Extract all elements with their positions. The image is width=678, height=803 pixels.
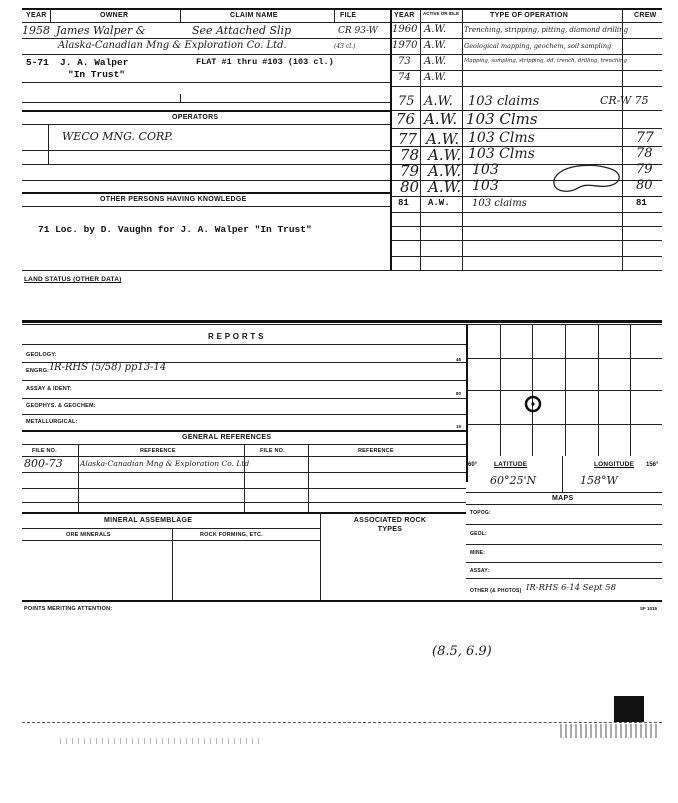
owner-row-3-owner: J. A. Walper [60, 57, 129, 68]
activity-10-crew: 80 [636, 178, 653, 193]
activity-7-status: A.W. [426, 130, 460, 148]
activity-10-operation: 103 [472, 178, 499, 194]
scan-noise-left [60, 738, 260, 744]
owner-row-2-owner: Alaska-Canadian Mng & Exploration Co. Ltd. [58, 40, 287, 51]
owner-row-2-claim: (43 cl.) [334, 43, 356, 50]
header-year: YEAR [26, 12, 47, 19]
activity-9-status: A.W. [428, 162, 462, 180]
activity-8-operation: 103 Clms [468, 146, 535, 162]
owner-row-4-owner: "In Trust" [68, 69, 126, 80]
activity-8-status: A.W. [428, 146, 462, 164]
owner-row-1-claim: See Attached Slip [192, 24, 292, 37]
lat-deg: 60° [468, 462, 478, 468]
activity-4-year: 74 [398, 72, 411, 83]
activity-5-operation: 103 claims [468, 94, 540, 109]
col-file-no-2: FILE NO. [260, 448, 285, 454]
activity-10-status: A.W. [428, 178, 462, 196]
general-refs-title: GENERAL REFERENCES [182, 434, 272, 441]
activity-1-year: 1960 [392, 24, 418, 35]
activity-9-year: 79 [400, 162, 420, 180]
land-status-label: LAND STATUS (OTHER DATA) [24, 276, 122, 283]
ref-entry-file: 800-73 [24, 457, 63, 470]
scan-black-mark [614, 696, 644, 722]
activity-3-status: A.W. [424, 56, 447, 67]
topog-label: TOPOG: [470, 510, 491, 516]
activity-1-status: A.W. [424, 24, 447, 35]
activity-6-operation: 103 Clms [466, 110, 538, 128]
operators-label: OPERATORS [172, 114, 219, 121]
longitude-label: LONGITUDE [594, 461, 635, 468]
report-geology-num: 46 [456, 357, 462, 362]
form-number: SF 1015 [640, 606, 658, 611]
header-type-of-operation: TYPE OF OPERATION [490, 12, 569, 19]
activity-3-operation: Mapping, sampling, stripping, dd, trench, drilling, trenching [464, 58, 627, 64]
activity-7-operation: 103 Clms [468, 130, 535, 146]
header-year-2: YEAR [394, 12, 415, 19]
header-owner: OWNER [100, 12, 129, 19]
mine-label: MINE: [470, 550, 486, 556]
col-file-no: FILE NO. [32, 448, 57, 454]
activity-3-year: 73 [398, 56, 411, 67]
activity-2-year: 1970 [392, 40, 418, 51]
longitude-value: 158°W [580, 474, 618, 487]
maps-label: MAPS [552, 495, 574, 502]
other-photos-value: IR-RHS 6-14 Sept 58 [526, 583, 616, 593]
activity-11-year: 81 [398, 198, 409, 208]
activity-5-crew: CR-W 75 [600, 94, 649, 107]
report-engrg-label: ENGRG: [26, 368, 50, 374]
assay-label: ASSAY: [470, 568, 490, 574]
associated-rock-types: ASSOCIATED ROCK TYPES [353, 517, 427, 533]
scan-smudge [560, 724, 660, 738]
ref-entry-reference: Alaska-Canadian Mng & Exploration Co. Ltd [80, 459, 250, 468]
points-meriting-attention: POINTS MERITING ATTENTION: [24, 606, 113, 612]
owner-row-1-owner: James Walper & [56, 24, 146, 37]
location-marker-icon [522, 394, 544, 414]
coords-note: (8.5, 6.9) [432, 644, 492, 659]
reports-title: R E P O R T S [208, 332, 264, 341]
activity-11-status: A.W. [428, 198, 450, 208]
activity-5-year: 75 [398, 94, 415, 109]
report-geophys-label: GEOPHYS. & GEOCHEM: [26, 403, 96, 409]
activity-10-year: 80 [400, 178, 420, 196]
activity-7-year: 77 [398, 130, 418, 148]
operator-name: WECO MNG. CORP. [62, 130, 173, 143]
report-engrg-value: IR-RHS (5/58) pp13-14 [50, 362, 167, 373]
header-active-or-idle: ACTIVE OR IDLE [422, 11, 459, 16]
activity-4-status: A.W. [424, 72, 447, 83]
others-label: OTHER PERSONS HAVING KNOWLEDGE [100, 196, 247, 203]
report-assay-label: ASSAY & IDENT: [26, 386, 72, 392]
owner-row-3-year: 5-71 [26, 57, 49, 68]
activity-6-status: A.W. [424, 110, 458, 128]
col-reference: REFERENCE [140, 448, 176, 454]
latitude-label: LATITUDE [494, 461, 528, 468]
activity-2-status: A.W. [424, 40, 447, 51]
latitude-value: 60°25'N [490, 474, 537, 487]
activity-1-operation: Trenching, stripping, pitting, diamond drilling [464, 26, 629, 34]
activity-9-crew: 79 [636, 162, 653, 177]
activity-8-year: 78 [400, 146, 420, 164]
scribble-mark [548, 160, 628, 196]
report-assay-num: 80 [456, 391, 462, 396]
owner-row-1-year: 1958 [22, 24, 50, 37]
activity-7-crew: 77 [636, 130, 654, 146]
report-metallurgical-label: METALLURGICAL: [26, 419, 78, 425]
others-text: 71 Loc. by D. Vaughn for J. A. Walper "In Trust" [38, 224, 312, 235]
owner-row-1-file: CR 93-W [338, 26, 378, 36]
lon-deg: 156° [646, 462, 659, 468]
activity-6-year: 76 [396, 110, 416, 128]
activity-2-operation: Geological mapping, geochem, soil sampling [464, 42, 612, 50]
mineral-assemblage-title: MINERAL ASSEMBLAGE [104, 517, 193, 524]
report-metallurgical-num: 19 [456, 424, 462, 429]
owner-row-3-claim: FLAT #1 thru #103 (103 cl.) [196, 57, 334, 67]
report-geology-label: GEOLOGY: [26, 352, 57, 358]
activity-9-operation: 103 [472, 162, 499, 178]
activity-5-status: A.W. [424, 94, 453, 109]
activity-11-crew: 81 [636, 198, 647, 208]
ore-minerals-label: ORE MINERALS [66, 532, 111, 538]
col-reference-2: REFERENCE [358, 448, 394, 454]
header-claim-name: CLAIM NAME [230, 12, 278, 19]
header-file: FILE [340, 12, 357, 19]
activity-8-crew: 78 [636, 146, 653, 161]
header-crew: CREW [634, 12, 657, 19]
rock-forming-label: ROCK FORMING, ETC. [200, 532, 263, 538]
other-photos-label: OTHER (& PHOTOS) [470, 588, 522, 594]
activity-11-operation: 103 claims [472, 198, 527, 209]
geol-label: GEOL: [470, 531, 487, 537]
